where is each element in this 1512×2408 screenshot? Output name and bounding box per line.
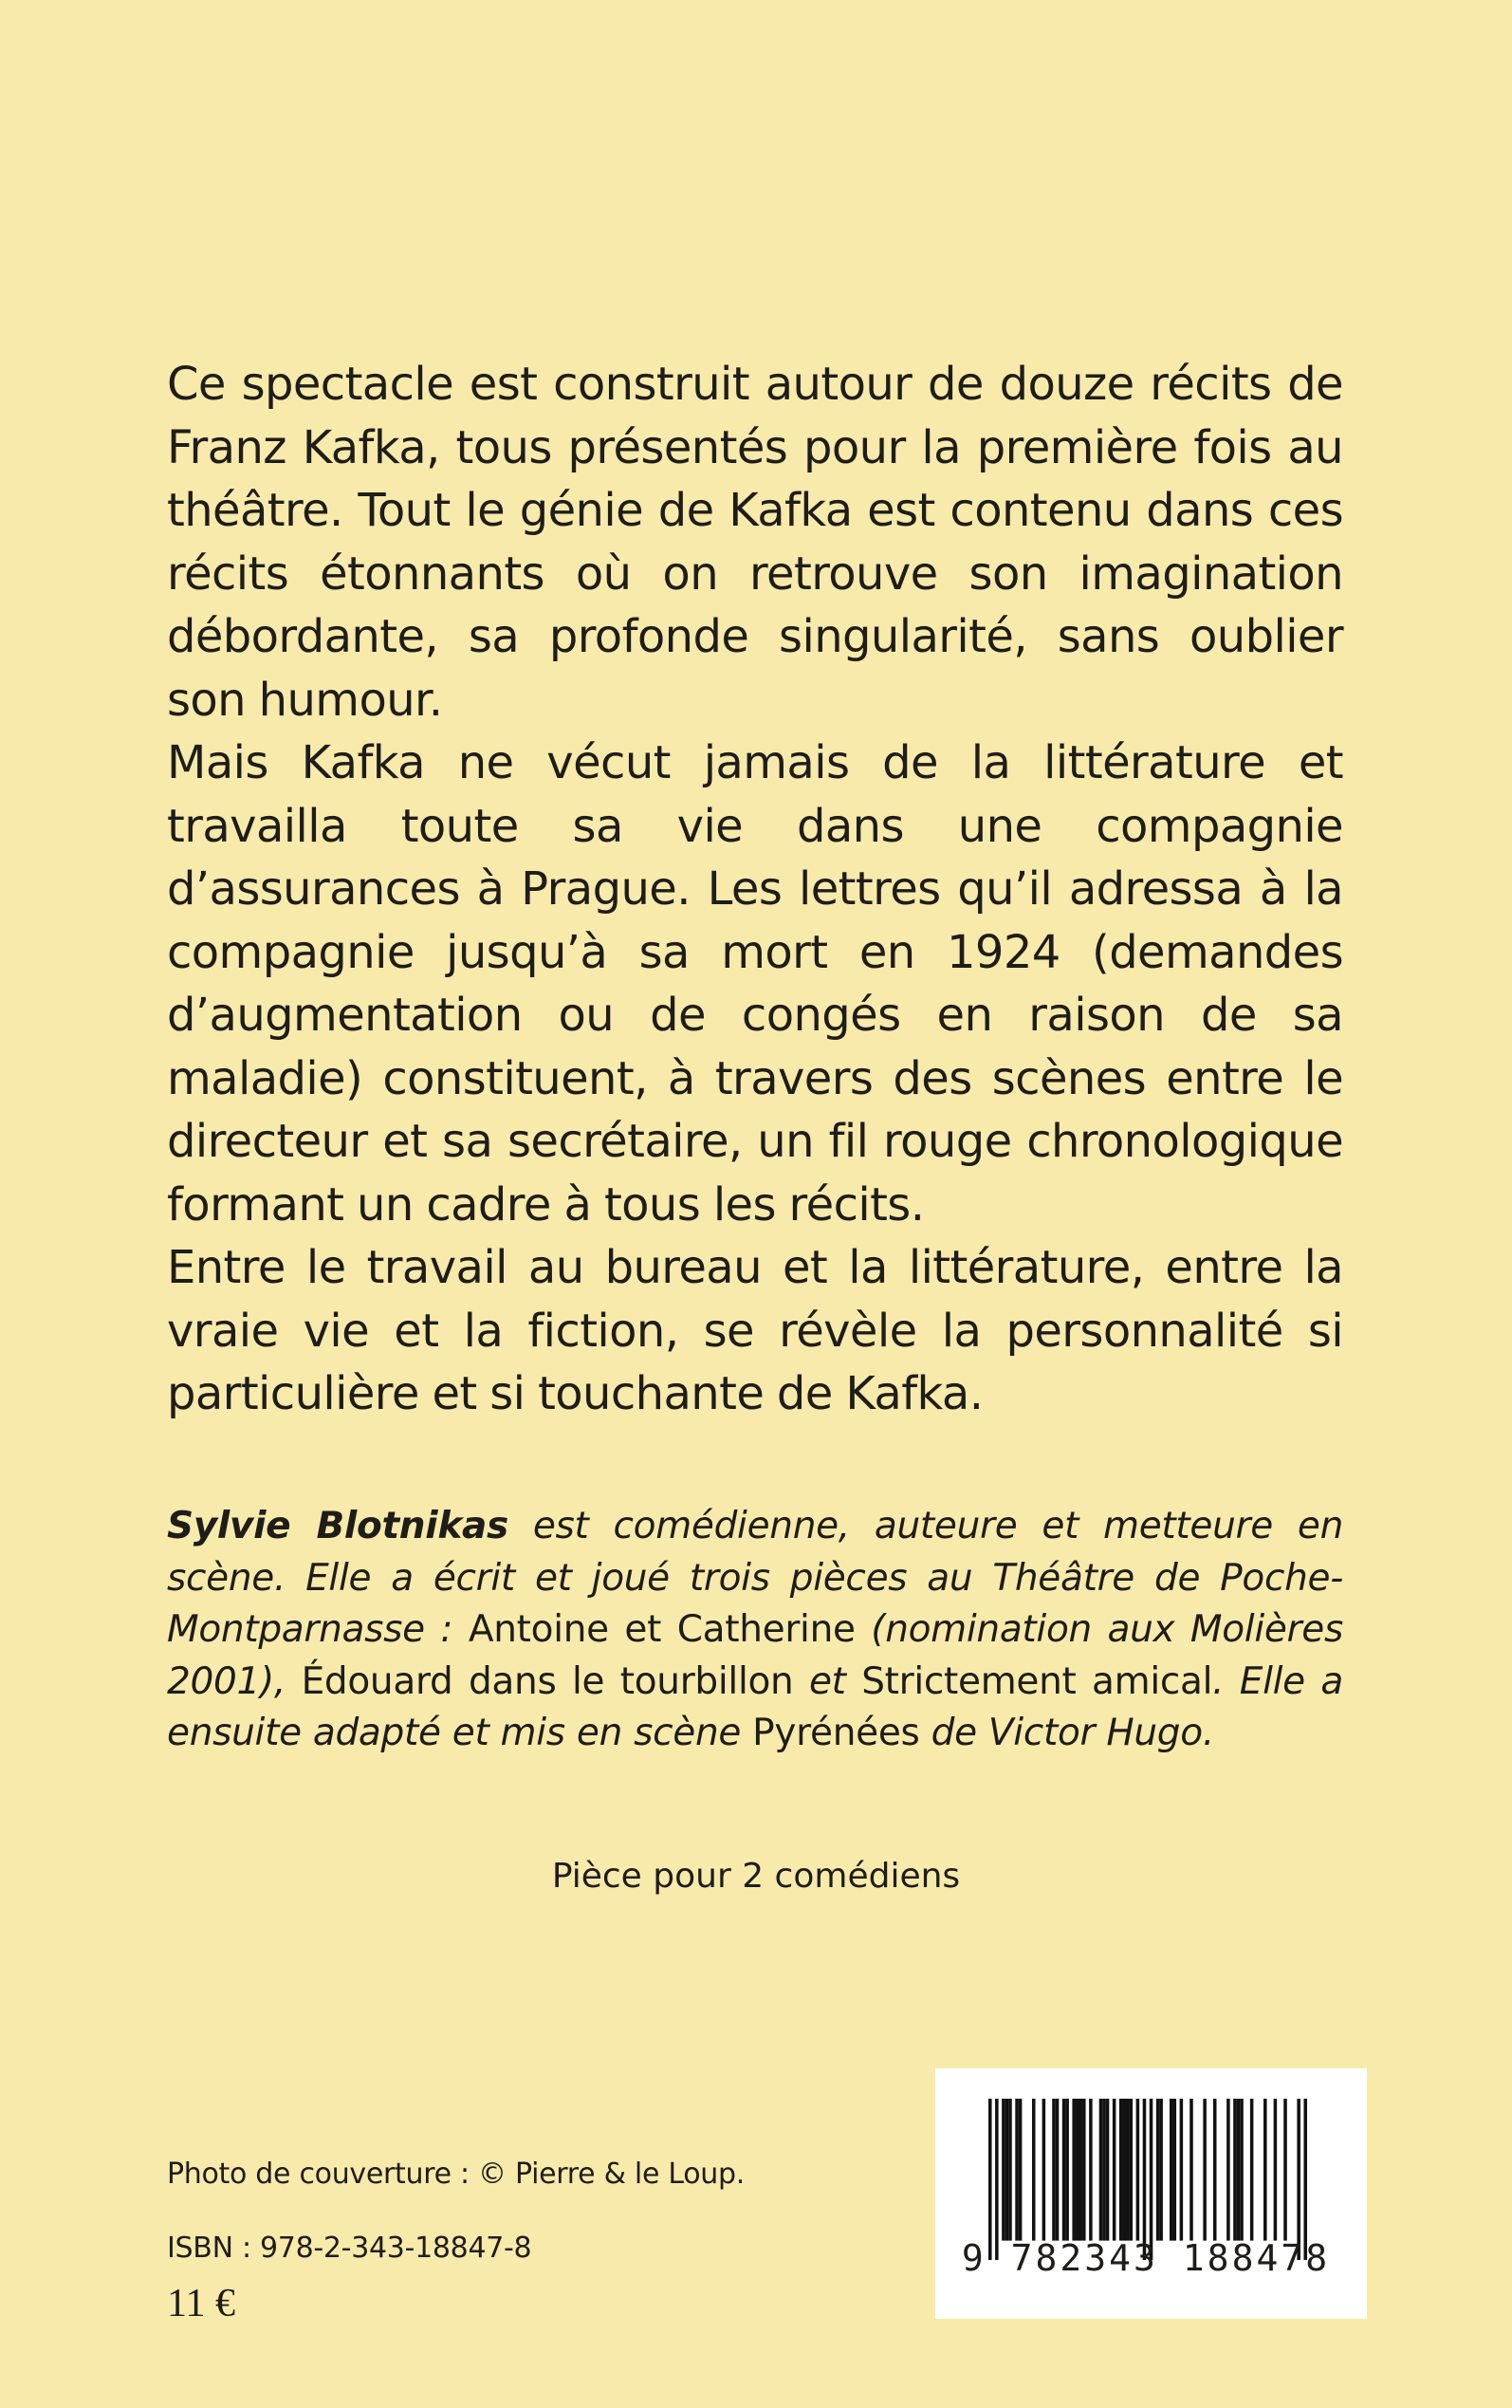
barcode-bar [1297, 2099, 1300, 2260]
barcode-bar [988, 2099, 992, 2260]
barcode-bar [1240, 2099, 1244, 2241]
barcode-bar [1122, 2099, 1126, 2241]
barcode-bar [1102, 2099, 1106, 2241]
barcode-bar [1143, 2099, 1147, 2260]
barcode-bar [1005, 2099, 1009, 2241]
barcode-bar [1170, 2099, 1173, 2241]
barcode-bar [1062, 2099, 1066, 2241]
barcode-bar [1065, 2099, 1069, 2241]
barcode-bar [1180, 2099, 1184, 2241]
play-title: Pyrénées [752, 1712, 920, 1754]
barcode-bar [1263, 2099, 1267, 2241]
barcode-bar [1150, 2099, 1153, 2260]
bio-text: de Victor Hugo. [919, 1712, 1214, 1754]
barcode-bar [1274, 2099, 1278, 2241]
barcode-bar [1136, 2099, 1140, 2241]
barcode-bar [1079, 2099, 1082, 2241]
synopsis-paragraph-2: Mais Kafka ne vécut jamais de la littérature et travailla toute sa vie dans une compagnie d’assurances à Prague. Les lettres qu’il adressa à la compagnie jusqu’à sa mort en 1924 (demandes d’augmentation ou de congés en raison de sa maladie) constituent, à travers des scènes entre le directeur et sa secrétaire, un fil rouge chronologique formant un cadre à tous les récits. [167, 736, 1343, 1232]
barcode-bar [1106, 2099, 1110, 2241]
bio-text: . Elle a ensuite adapté et mis en scène [167, 1659, 1343, 1754]
play-title: Strictement amical [861, 1659, 1213, 1703]
author-name: Sylvie Blotnikas [167, 1505, 508, 1547]
barcode-bar [1156, 2099, 1160, 2241]
barcode-bar [1076, 2099, 1079, 2241]
photo-credit: Photo de couverture : © Pierre & le Loup. [167, 2158, 745, 2191]
barcode-bar [1008, 2099, 1012, 2241]
barcode-bar [1237, 2099, 1241, 2241]
barcode-bar [1042, 2099, 1046, 2241]
synopsis-paragraph-3: Entre le travail au bureau et la littérature, entre la vraie vie et la fiction, se révèle la personnalité si particulière et si touchante de Kafka. [167, 1241, 1343, 1420]
play-title: Antoine et Catherine [468, 1608, 856, 1651]
barcode-bar [1099, 2099, 1103, 2241]
author-bio-paragraph [167, 1501, 1343, 1760]
barcode-bar [1082, 2099, 1086, 2241]
barcode-bar [1159, 2099, 1163, 2241]
barcode-bar [1213, 2099, 1217, 2241]
price: 11 € [167, 2282, 235, 2325]
barcode-bar [1052, 2099, 1056, 2241]
barcode [935, 2068, 1367, 2319]
barcode-digits: 9 782343 188478 [961, 2237, 1331, 2279]
barcode-bar [1019, 2099, 1023, 2241]
barcode-bar [1283, 2099, 1287, 2241]
isbn: ISBN : 978-2-343-18847-8 [167, 2232, 532, 2265]
barcode-bar [1126, 2099, 1130, 2241]
barcode-bar [1303, 2099, 1307, 2260]
barcode-bar [1113, 2099, 1116, 2241]
bio-text: et [793, 1659, 862, 1703]
barcode-bar [1056, 2099, 1060, 2241]
barcode-bars-icon [988, 2099, 1307, 2260]
barcode-bar [1130, 2099, 1134, 2241]
barcode-bar [1173, 2099, 1177, 2241]
barcode-bar [1002, 2099, 1005, 2241]
cast-note: Pièce pour 2 comédiens [551, 1857, 961, 1896]
barcode-bar [995, 2099, 999, 2260]
barcode-bar [1072, 2099, 1076, 2241]
bio-text: est comédienne, auteure et metteure en scène. Elle a écrit et joué trois pièces au Théâtre de Poche-Montparnasse : [167, 1505, 1343, 1651]
barcode-bar [1189, 2099, 1193, 2241]
barcode-bar [1233, 2099, 1237, 2241]
play-title: Édouard dans le tourbillon [301, 1659, 794, 1703]
bio-text: (nomination aux Molières 2001), [167, 1608, 1344, 1703]
barcode-bar [1032, 2099, 1036, 2241]
synopsis-text [167, 353, 1343, 1426]
barcode-bar [1089, 2099, 1093, 2241]
synopsis-paragraph-1: Ce spectacle est construit autour de douze récits de Franz Kafka, tous présentés pour la première fois au théâtre. Tout le génie de Kafka est contenu dans ces récits étonnants où on retrouve son imagination débordante, sa profonde singularité, sans oublier son humour. [167, 358, 1343, 727]
author-bio [167, 1501, 1343, 1760]
barcode-bar [1226, 2099, 1230, 2241]
barcode-bar [1015, 2099, 1019, 2241]
barcode-bar [1250, 2099, 1254, 2241]
barcode-bar [1203, 2099, 1207, 2241]
barcode-bar [1119, 2099, 1123, 2241]
